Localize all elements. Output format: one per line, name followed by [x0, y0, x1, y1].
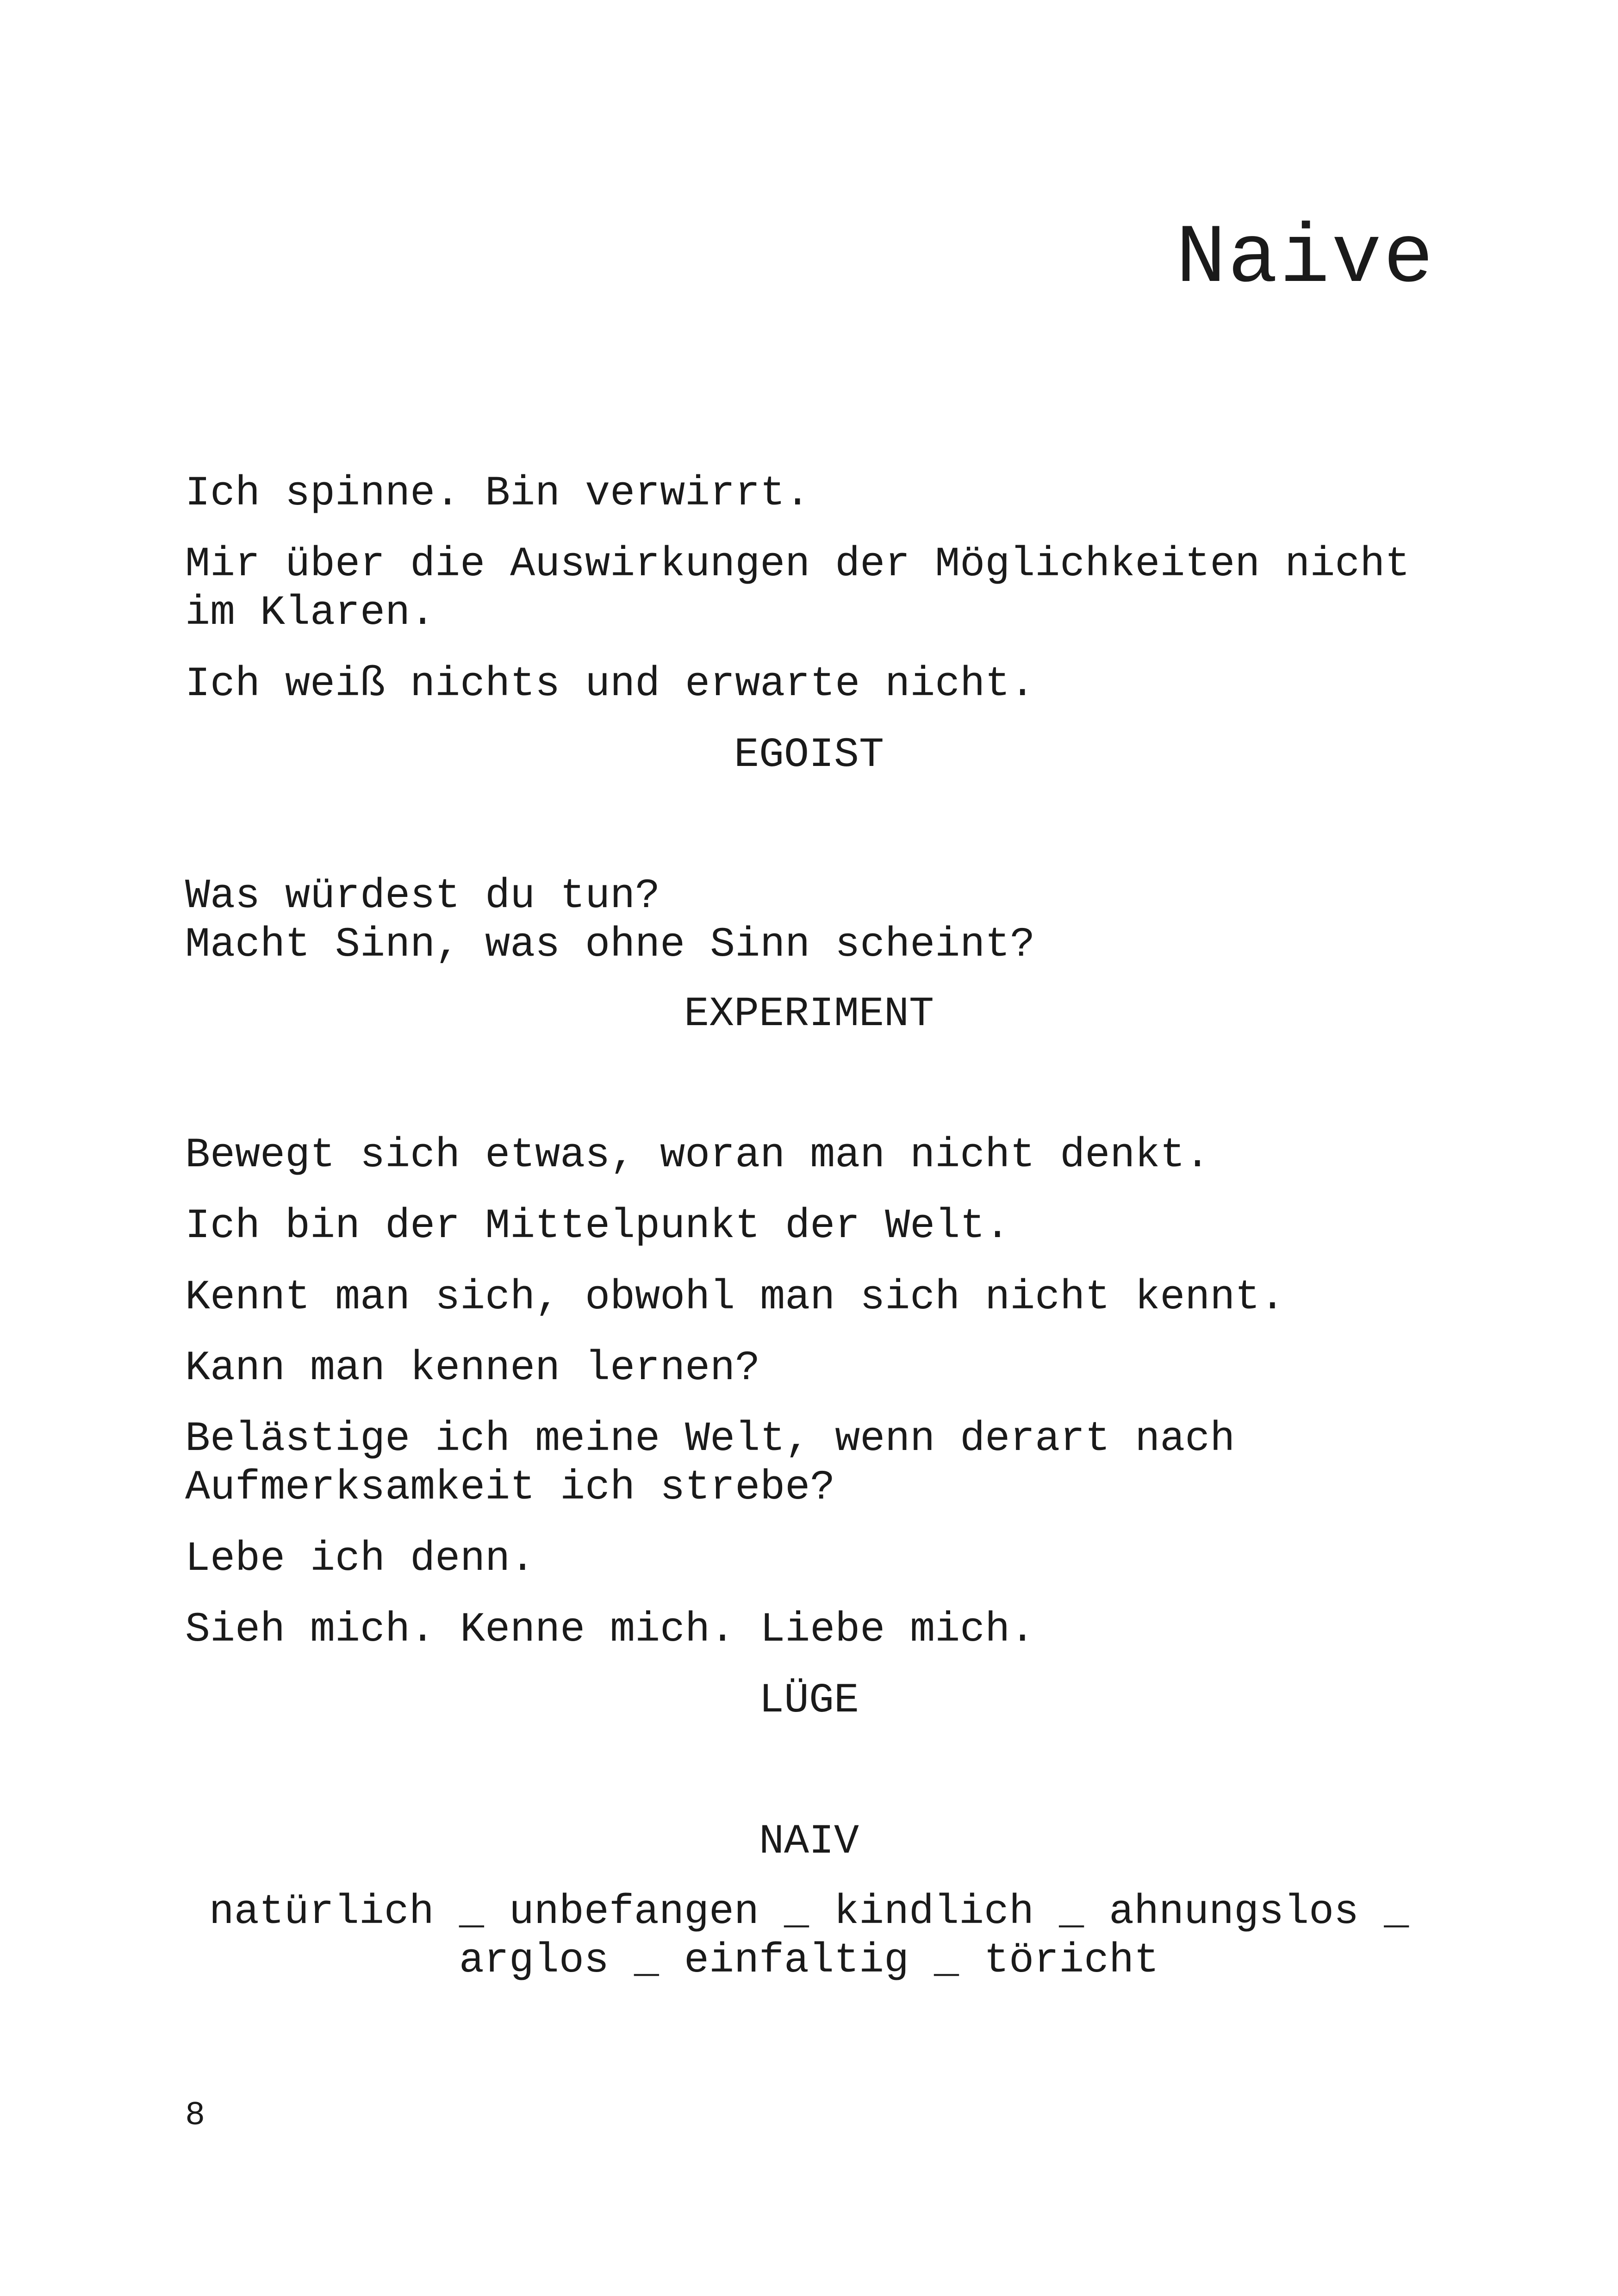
text-line: Ich weiß nichts und erwarte nicht.	[185, 661, 1035, 708]
text-line: Ich spinne. Bin verwirrt.	[185, 470, 810, 517]
page-title: Naive	[1176, 212, 1435, 306]
text-line: im Klaren.	[185, 590, 436, 637]
text-line: Kennt man sich, obwohl man sich nicht kennt.	[185, 1274, 1285, 1321]
synonyms-line: natürlich _ unbefangen _ kindlich _ ahnungslos _	[209, 1889, 1409, 1936]
page-number: 8	[185, 2097, 205, 2134]
text-line: Bewegt sich etwas, woran man nicht denkt.	[185, 1132, 1210, 1179]
text-line: Kann man kennen lernen?	[185, 1345, 760, 1392]
text-line: Ich bin der Mittelpunkt der Welt.	[185, 1203, 1010, 1250]
section-heading-experiment: EXPERIMENT	[684, 991, 934, 1038]
text-line: Mir über die Auswirkungen der Möglichkeiten nicht	[185, 541, 1410, 588]
section-heading-egoist: EGOIST	[734, 732, 884, 779]
text-line: Belästige ich meine Welt, wenn derart nach	[185, 1416, 1235, 1463]
section-heading-naiv: NAIV	[759, 1818, 859, 1866]
text-line: Was würdest du tun?	[185, 873, 660, 920]
section-heading-luege: LÜGE	[759, 1677, 859, 1724]
text-line: Aufmerksamkeit ich strebe?	[185, 1464, 835, 1512]
text-line: Sieh mich. Kenne mich. Liebe mich.	[185, 1606, 1035, 1654]
text-line: Macht Sinn, was ohne Sinn scheint?	[185, 921, 1035, 969]
text-line: Lebe ich denn.	[185, 1536, 535, 1583]
synonyms-line: arglos _ einfaltig _ töricht	[459, 1937, 1159, 1985]
